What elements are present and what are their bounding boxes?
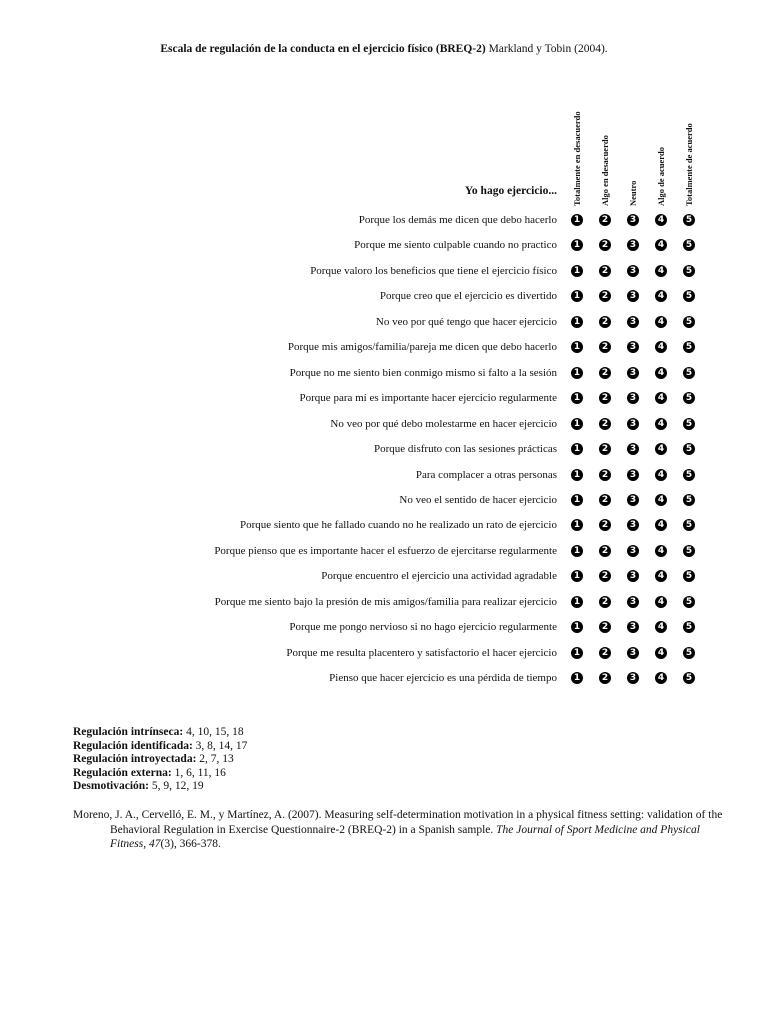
rating-option-4[interactable]: 4 xyxy=(655,214,667,226)
rating-option-4[interactable]: 4 xyxy=(655,443,667,455)
rating-option-2[interactable]: 2 xyxy=(599,239,611,251)
rating-option-1[interactable]: 1 xyxy=(571,545,583,557)
rating-option-2[interactable]: 2 xyxy=(599,367,611,379)
rating-option-1[interactable]: 1 xyxy=(571,239,583,251)
rating-option-2[interactable]: 2 xyxy=(599,519,611,531)
rating-option-3[interactable]: 3 xyxy=(627,519,639,531)
rating-option-2[interactable]: 2 xyxy=(599,392,611,404)
rating-option-5[interactable]: 5 xyxy=(683,596,695,608)
question-row xyxy=(0,339,768,359)
question-text: Porque me pongo nervioso si no hago ejercicio regularmente xyxy=(289,621,557,633)
rating-option-4[interactable]: 4 xyxy=(655,341,667,353)
question-text: No veo por qué debo molestarme en hacer ejercicio xyxy=(330,418,557,430)
rating-option-5[interactable]: 5 xyxy=(683,392,695,404)
rating-option-5[interactable]: 5 xyxy=(683,519,695,531)
rating-option-3[interactable]: 3 xyxy=(627,265,639,277)
reference-citation: Moreno, J. A., Cervelló, E. M., y Martínez, A. (2007). Measuring self-determination motivation in a physical fitness setting: validation of the Behavioral Regulation in Exercise Questionnaire-2 (BREQ-2) in a Spanish sample. The Journal of Sport Medicine and Physical Fitness, 47(3), 366-378. xyxy=(73,809,723,850)
title-citation: Markland y Tobin (2004). xyxy=(488,43,608,55)
rating-option-5[interactable]: 5 xyxy=(683,621,695,633)
rating-option-2[interactable]: 2 xyxy=(599,341,611,353)
rating-option-1[interactable]: 1 xyxy=(571,316,583,328)
question-text: Porque disfruto con las sesiones prácticas xyxy=(374,443,557,455)
scoring-row: Regulación externa: 1, 6, 11, 16 xyxy=(73,766,226,779)
rating-option-2[interactable]: 2 xyxy=(599,418,611,430)
rating-option-3[interactable]: 3 xyxy=(627,596,639,608)
question-row xyxy=(0,492,768,512)
rating-option-1[interactable]: 1 xyxy=(571,519,583,531)
question-text: No veo por qué tengo que hacer ejercicio xyxy=(375,316,557,328)
rating-option-1[interactable]: 1 xyxy=(571,570,583,582)
rating-option-2[interactable]: 2 xyxy=(599,545,611,557)
rating-option-5[interactable]: 5 xyxy=(683,341,695,353)
rating-option-4[interactable]: 4 xyxy=(655,316,667,328)
rating-option-2[interactable]: 2 xyxy=(599,647,611,659)
question-row xyxy=(0,237,768,257)
rating-option-1[interactable]: 1 xyxy=(571,672,583,684)
question-row xyxy=(0,416,768,436)
rating-option-3[interactable]: 3 xyxy=(627,290,639,302)
rating-option-3[interactable]: 3 xyxy=(627,545,639,557)
scoring-row: Regulación intrínseca: 4, 10, 15, 18 xyxy=(73,726,244,738)
rating-option-2[interactable]: 2 xyxy=(599,494,611,506)
question-text: Porque encuentro el ejercicio una actividad agradable xyxy=(321,570,557,582)
rating-option-1[interactable]: 1 xyxy=(571,290,583,302)
column-header-5: Totalmente de acuerdo xyxy=(684,123,694,206)
rating-option-5[interactable]: 5 xyxy=(683,290,695,302)
rating-option-1[interactable]: 1 xyxy=(571,494,583,506)
question-row xyxy=(0,288,768,308)
scoring-row: Regulación introyectada: 2, 7, 13 xyxy=(73,753,234,766)
column-header-3: Neutro xyxy=(628,180,638,206)
question-text: Porque pienso que es importante hacer el esfuerzo de ejercitarse regularmente xyxy=(214,545,557,557)
question-row xyxy=(0,619,768,639)
question-text: Porque mis amigos/familia/pareja me dicen que debo hacerlo xyxy=(287,341,557,353)
question-text: Pienso que hacer ejercicio es una pérdida de tiempo xyxy=(329,672,557,684)
rating-option-3[interactable]: 3 xyxy=(627,239,639,251)
question-row xyxy=(0,365,768,385)
rating-option-1[interactable]: 1 xyxy=(571,265,583,277)
rating-option-2[interactable]: 2 xyxy=(599,290,611,302)
rating-option-2[interactable]: 2 xyxy=(599,214,611,226)
title-bold: Escala de regulación de la conducta en el ejercicio físico (BREQ-2) xyxy=(160,43,486,55)
rating-option-1[interactable]: 1 xyxy=(571,418,583,430)
rating-option-1[interactable]: 1 xyxy=(571,341,583,353)
rating-option-3[interactable]: 3 xyxy=(627,418,639,430)
question-text: Porque me resulta placentero y satisfactorio el hacer ejercicio xyxy=(286,647,557,659)
rating-option-4[interactable]: 4 xyxy=(655,672,667,684)
rating-option-2[interactable]: 2 xyxy=(599,596,611,608)
question-text: Porque me siento culpable cuando no practico xyxy=(354,239,557,251)
scoring-key xyxy=(73,726,247,794)
rating-option-4[interactable]: 4 xyxy=(655,519,667,531)
rating-option-4[interactable]: 4 xyxy=(655,418,667,430)
rating-option-3[interactable]: 3 xyxy=(627,392,639,404)
rating-option-4[interactable]: 4 xyxy=(655,290,667,302)
question-text: Porque no me siento bien conmigo mismo si falto a la sesión xyxy=(289,367,557,379)
question-row xyxy=(0,314,768,334)
rating-option-2[interactable]: 2 xyxy=(599,621,611,633)
rating-option-4[interactable]: 4 xyxy=(655,621,667,633)
column-header-1: Totalmente en desacuerdo xyxy=(572,111,582,206)
page-title xyxy=(0,43,768,55)
question-row xyxy=(0,212,768,232)
question-row xyxy=(0,670,768,690)
rating-option-5[interactable]: 5 xyxy=(683,265,695,277)
rating-option-3[interactable]: 3 xyxy=(627,469,639,481)
rating-option-4[interactable]: 4 xyxy=(655,596,667,608)
rating-option-3[interactable]: 3 xyxy=(627,647,639,659)
question-row xyxy=(0,390,768,410)
question-text: Porque para mí es importante hacer ejercicio regularmente xyxy=(299,392,557,404)
rating-option-3[interactable]: 3 xyxy=(627,494,639,506)
question-row xyxy=(0,568,768,588)
column-header-4: Algo de acuerdo xyxy=(656,146,666,206)
rating-option-3[interactable]: 3 xyxy=(627,570,639,582)
rating-option-5[interactable]: 5 xyxy=(683,418,695,430)
rating-option-5[interactable]: 5 xyxy=(683,367,695,379)
rating-option-5[interactable]: 5 xyxy=(683,570,695,582)
question-row xyxy=(0,594,768,614)
question-row xyxy=(0,543,768,563)
rating-option-1[interactable]: 1 xyxy=(571,392,583,404)
rating-option-4[interactable]: 4 xyxy=(655,647,667,659)
rating-option-2[interactable]: 2 xyxy=(599,672,611,684)
rating-option-3[interactable]: 3 xyxy=(627,341,639,353)
rating-option-4[interactable]: 4 xyxy=(655,265,667,277)
rating-option-5[interactable]: 5 xyxy=(683,239,695,251)
question-row xyxy=(0,441,768,461)
rating-option-5[interactable]: 5 xyxy=(683,214,695,226)
column-header-2: Algo en desacuerdo xyxy=(600,135,610,206)
question-text: Porque siento que he fallado cuando no he realizado un rato de ejercicio xyxy=(239,519,557,531)
rating-option-4[interactable]: 4 xyxy=(655,367,667,379)
question-row xyxy=(0,517,768,537)
rating-option-1[interactable]: 1 xyxy=(571,596,583,608)
rating-option-5[interactable]: 5 xyxy=(683,443,695,455)
rating-option-2[interactable]: 2 xyxy=(599,469,611,481)
rating-option-5[interactable]: 5 xyxy=(683,469,695,481)
rating-option-2[interactable]: 2 xyxy=(599,265,611,277)
rating-option-2[interactable]: 2 xyxy=(599,316,611,328)
journal-name: The Journal of Sport Medicine and Physical Fitness, 47 xyxy=(110,823,700,850)
rating-option-1[interactable]: 1 xyxy=(571,647,583,659)
rating-option-3[interactable]: 3 xyxy=(627,316,639,328)
question-text: Porque me siento bajo la presión de mis amigos/familia para realizar ejercicio xyxy=(214,596,557,608)
question-row xyxy=(0,467,768,487)
rating-option-3[interactable]: 3 xyxy=(627,621,639,633)
question-text: No veo el sentido de hacer ejercicio xyxy=(399,494,557,506)
rating-option-4[interactable]: 4 xyxy=(655,570,667,582)
rating-option-1[interactable]: 1 xyxy=(571,621,583,633)
rating-option-4[interactable]: 4 xyxy=(655,494,667,506)
rating-option-4[interactable]: 4 xyxy=(655,545,667,557)
rating-option-3[interactable]: 3 xyxy=(627,443,639,455)
rating-option-1[interactable]: 1 xyxy=(571,367,583,379)
rating-option-5[interactable]: 5 xyxy=(683,647,695,659)
question-row xyxy=(0,645,768,665)
question-text: Para complacer a otras personas xyxy=(415,469,557,481)
rating-option-1[interactable]: 1 xyxy=(571,443,583,455)
rating-option-5[interactable]: 5 xyxy=(683,672,695,684)
scale-lead-in: Yo hago ejercicio... xyxy=(464,185,557,197)
rating-option-5[interactable]: 5 xyxy=(683,316,695,328)
rating-option-4[interactable]: 4 xyxy=(655,469,667,481)
rating-option-3[interactable]: 3 xyxy=(627,214,639,226)
rating-option-2[interactable]: 2 xyxy=(599,570,611,582)
rating-option-3[interactable]: 3 xyxy=(627,672,639,684)
rating-option-5[interactable]: 5 xyxy=(683,545,695,557)
rating-option-1[interactable]: 1 xyxy=(571,469,583,481)
question-row xyxy=(0,263,768,283)
scoring-row: Regulación identificada: 3, 8, 14, 17 xyxy=(73,739,248,752)
rating-option-1[interactable]: 1 xyxy=(571,214,583,226)
question-text: Porque creo que el ejercicio es divertido xyxy=(379,290,557,302)
rating-option-5[interactable]: 5 xyxy=(683,494,695,506)
question-text: Porque los demás me dicen que debo hacerlo xyxy=(358,214,557,226)
rating-option-4[interactable]: 4 xyxy=(655,239,667,251)
scoring-row: Desmotivación: 5, 9, 12, 19 xyxy=(73,780,204,793)
rating-option-3[interactable]: 3 xyxy=(627,367,639,379)
rating-option-2[interactable]: 2 xyxy=(599,443,611,455)
question-text: Porque valoro los beneficios que tiene el ejercicio físico xyxy=(310,265,557,277)
rating-option-4[interactable]: 4 xyxy=(655,392,667,404)
